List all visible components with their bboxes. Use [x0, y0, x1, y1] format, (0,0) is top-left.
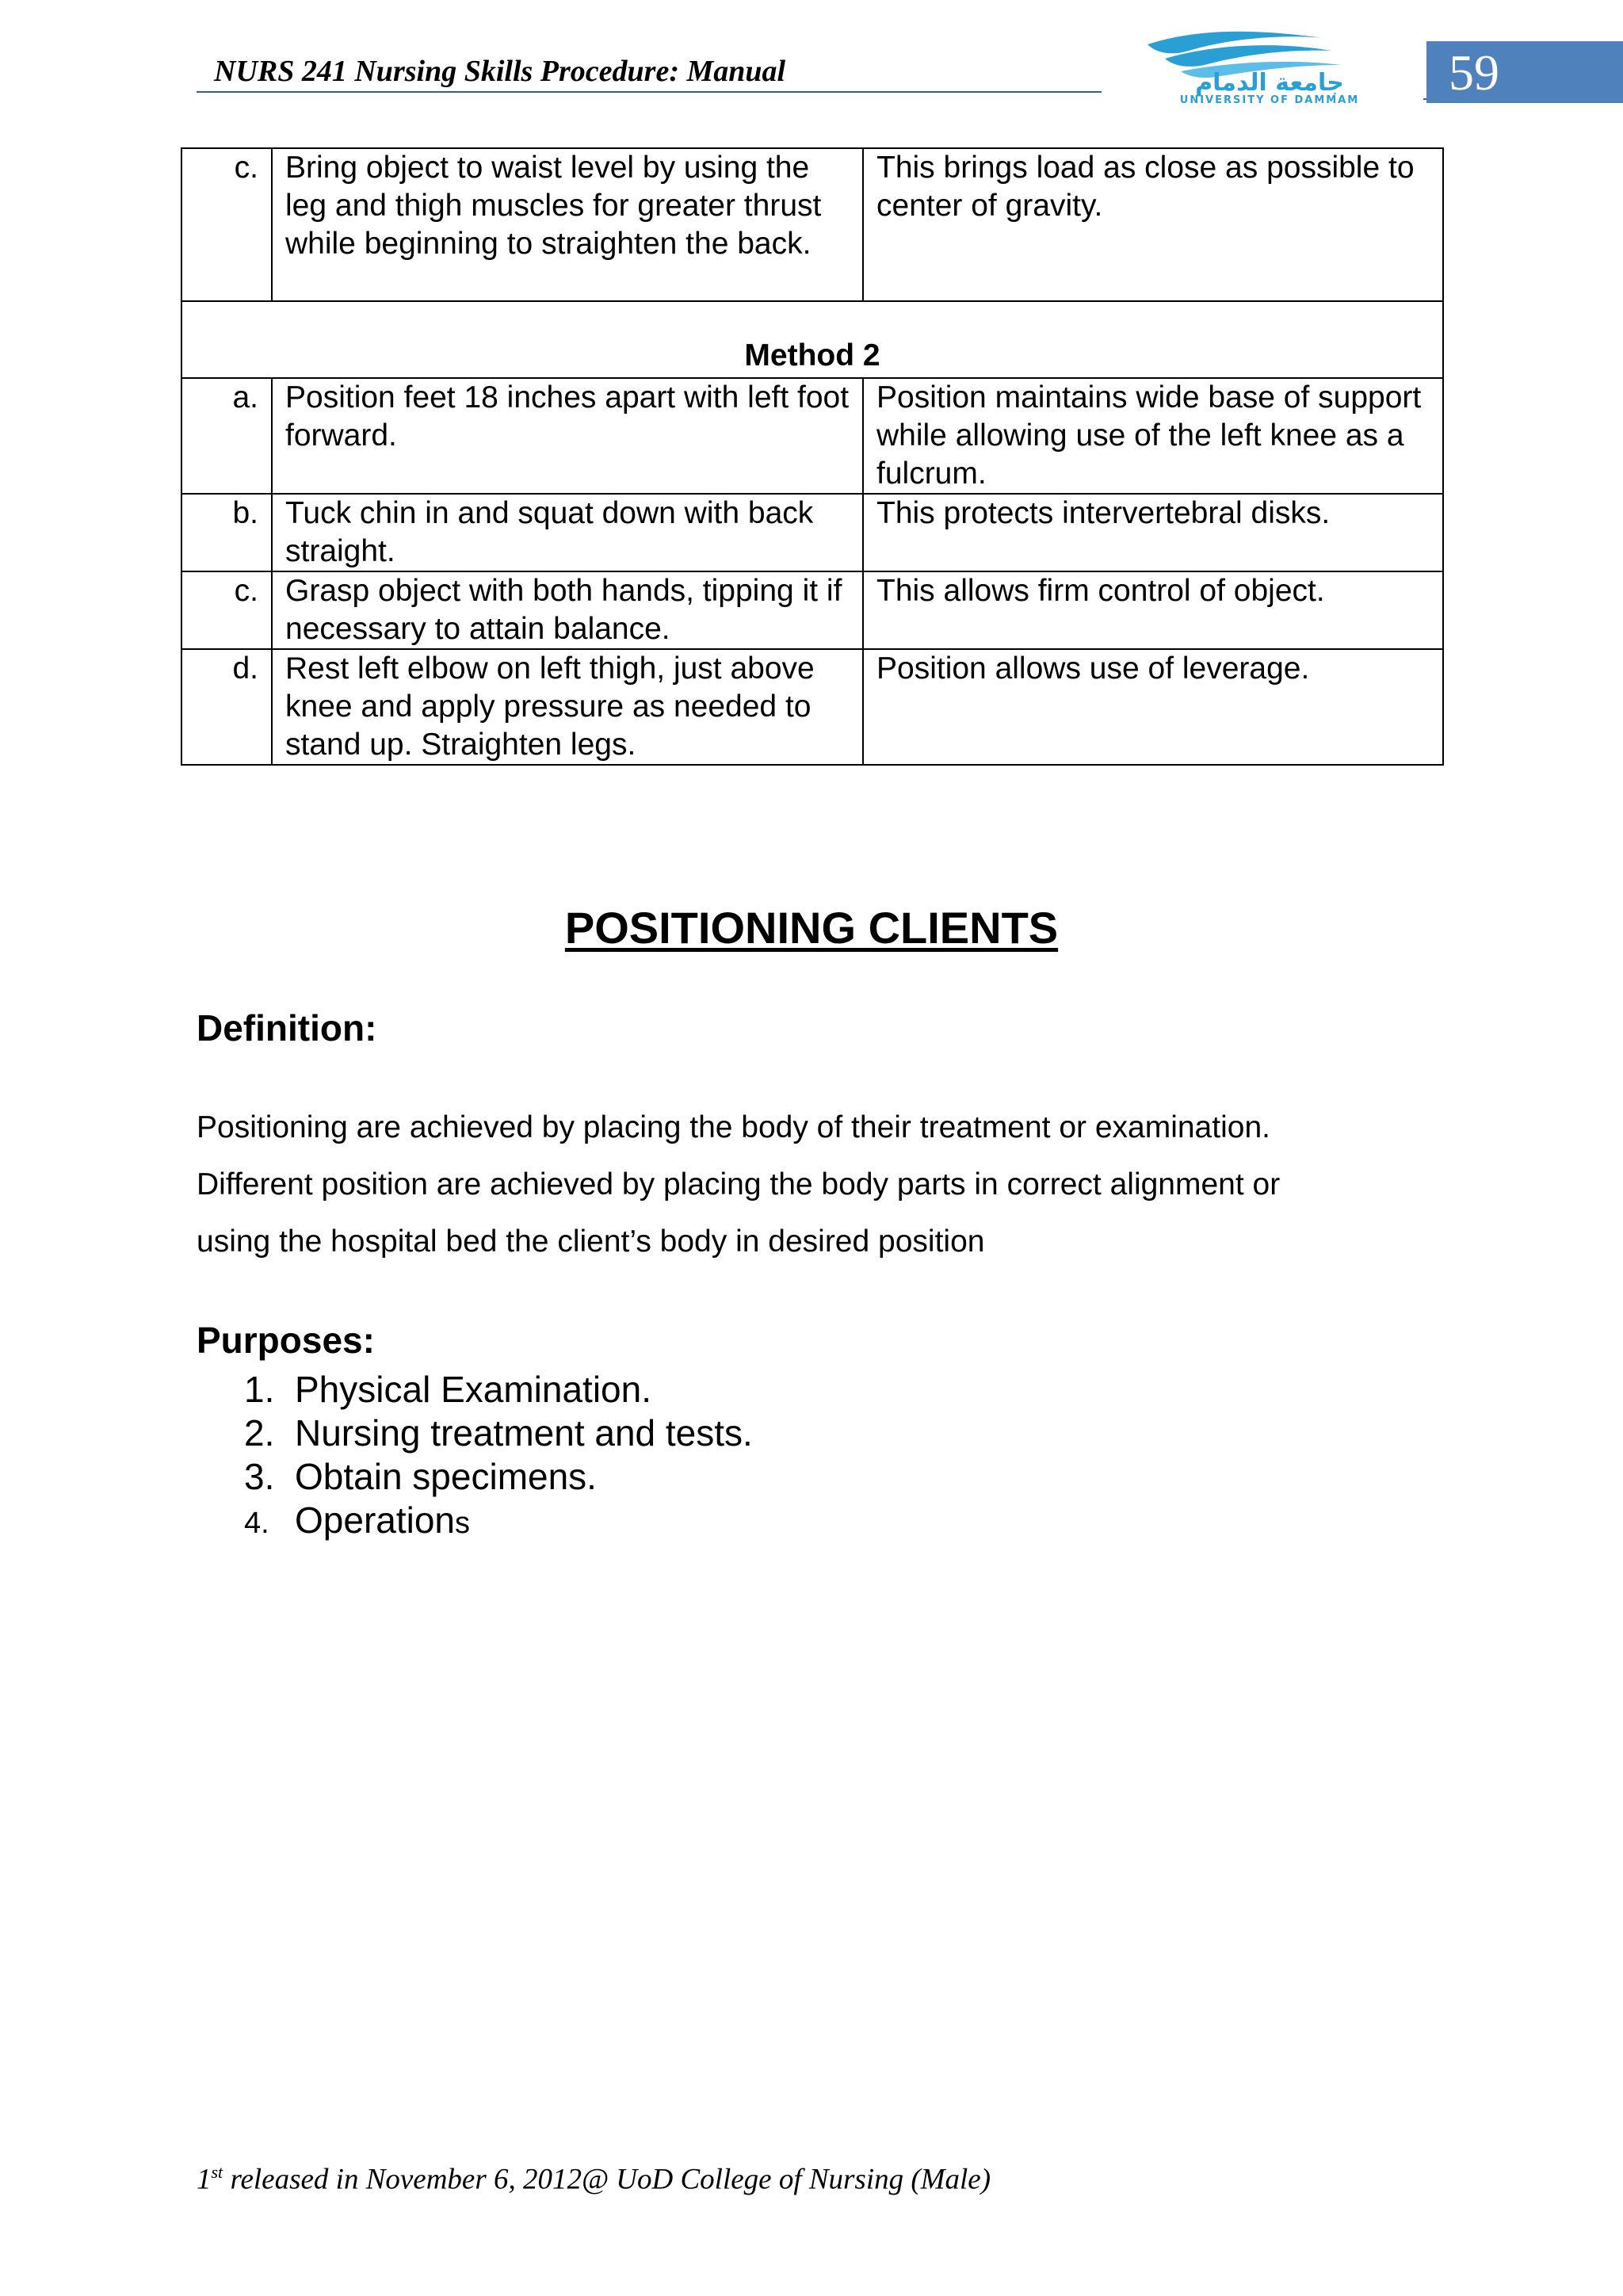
- logo-arabic-text: جامعة الدمام: [1195, 69, 1344, 97]
- table-row: [181, 378, 1443, 494]
- table-row: [181, 649, 1443, 765]
- step-letter: c.: [181, 571, 272, 649]
- step-action: Grasp object with both hands, tipping it if necessary to attain balance.: [272, 571, 863, 649]
- university-logo: [1133, 27, 1395, 106]
- definition-line: Different position are achieved by placing the body parts in correct alignment or: [197, 1167, 1281, 1201]
- list-item-number: 3.: [244, 1456, 275, 1497]
- list-item-text: Physical Examination.: [295, 1369, 651, 1410]
- table-row: [181, 148, 1443, 301]
- table-row: [181, 571, 1443, 649]
- list-item-text: Operation: [295, 1499, 456, 1541]
- step-action: Position feet 18 inches apart with left foot forward.: [272, 378, 863, 494]
- table-row: [181, 494, 1443, 571]
- page-number-badge: [1426, 41, 1623, 103]
- list-item: [244, 1499, 753, 1542]
- procedure-table: [181, 147, 1444, 766]
- list-item: [244, 1455, 753, 1499]
- page-number: 59: [1449, 44, 1499, 101]
- document-header-title: NURS 241 Nursing Skills Procedure: Manual: [214, 55, 786, 88]
- definition-heading: Definition:: [197, 1007, 377, 1049]
- step-rationale: Position maintains wide base of support while allowing use of the left knee as a fulcrum.: [863, 378, 1443, 494]
- list-item-number: 1.: [244, 1369, 275, 1410]
- footer-prefix: 1: [197, 2163, 212, 2196]
- step-rationale: This protects intervertebral disks.: [863, 494, 1443, 571]
- step-letter: c.: [181, 148, 272, 301]
- step-letter: d.: [181, 649, 272, 765]
- definition-line: using the hospital bed the client’s body in desired position: [197, 1224, 985, 1259]
- list-item-text: Nursing treatment and tests.: [295, 1412, 753, 1454]
- list-item-text-suffix: s: [455, 1507, 471, 1540]
- step-action: Tuck chin in and squat down with back straight.: [272, 494, 863, 571]
- definition-line: Positioning are achieved by placing the body of their treatment or examination.: [197, 1110, 1270, 1144]
- list-item-text: Obtain specimens.: [295, 1456, 597, 1497]
- section-title: POSITIONING CLIENTS: [564, 903, 1059, 953]
- step-rationale: Position allows use of leverage.: [863, 649, 1443, 765]
- purposes-list: [244, 1368, 753, 1542]
- step-letter: a.: [181, 378, 272, 494]
- list-item: [244, 1412, 753, 1455]
- method-2-label: Method 2: [181, 301, 1443, 378]
- list-item-number: 2.: [244, 1412, 275, 1454]
- footer-superscript: st: [211, 2162, 223, 2182]
- step-letter: b.: [181, 494, 272, 571]
- step-rationale: This allows firm control of object.: [863, 571, 1443, 649]
- page-footer: [197, 2162, 991, 2196]
- purposes-heading: Purposes:: [197, 1320, 375, 1361]
- step-action: Rest left elbow on left thigh, just above knee and apply pressure as needed to stand up. Straighten legs.: [272, 649, 863, 765]
- header-rule: [197, 91, 1102, 93]
- list-item: [244, 1368, 753, 1412]
- step-action: Bring object to waist level by using the leg and thigh muscles for greater thrust while beginning to straighten the back.: [272, 148, 863, 301]
- step-rationale: This brings load as close as possible to center of gravity.: [863, 148, 1443, 301]
- logo-english-text: UNIVERSITY OF DAMMAM: [1179, 94, 1360, 106]
- footer-text: released in November 6, 2012@ UoD College of Nursing (Male): [223, 2163, 991, 2196]
- method-header-row: [181, 301, 1443, 378]
- definition-body: [197, 1106, 1433, 1277]
- list-item-number: 4.: [244, 1507, 269, 1540]
